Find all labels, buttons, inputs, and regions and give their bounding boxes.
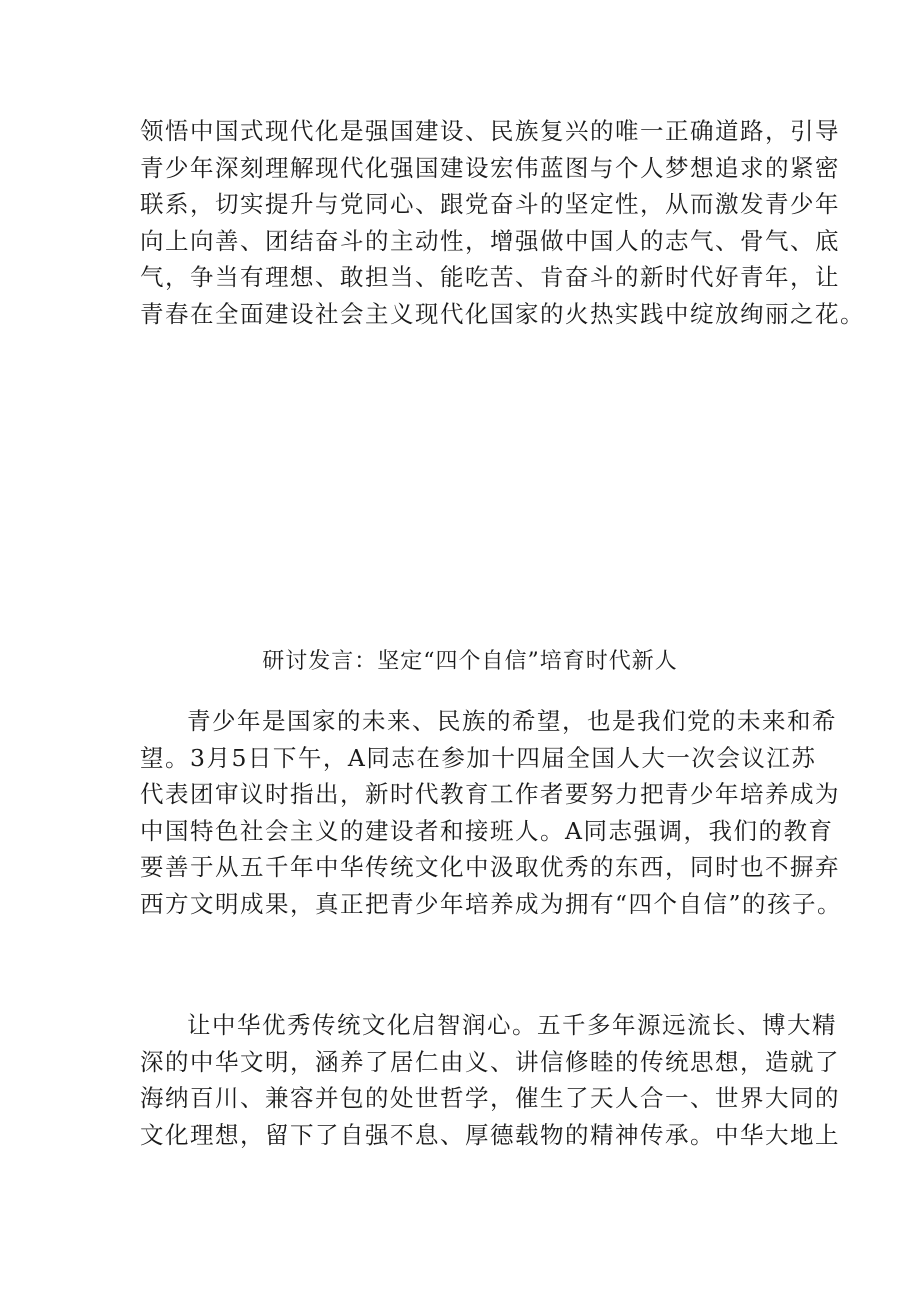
intro-paragraph bbox=[140, 113, 865, 332]
text-line: 青春在全面建设社会主义现代化国家的火热实践中绽放绚丽之花。 bbox=[140, 299, 865, 328]
text-line: 海纳百川、兼容并包的处世哲学，催生了天人合一、世界大同的 bbox=[140, 1084, 840, 1112]
text-line: 深的中华文明，涵养了居仁由义、讲信修睦的传统思想，造就了 bbox=[140, 1047, 840, 1076]
text-line: 文化理想，留下了自强不息、厚德载物的精神传承。中华大地上 bbox=[140, 1120, 840, 1149]
text-line: 代表团审议时指出，新时代教育工作者要努力把青少年培养成为 bbox=[140, 780, 840, 808]
text-line: 气，争当有理想、敢担当、能吃苦、肯奋斗的新时代好青年，让 bbox=[140, 263, 840, 291]
paragraph-2 bbox=[140, 1007, 840, 1153]
text-line: 望。3月5日下午，A同志在参加十四届全国人大一次会议江苏 bbox=[140, 743, 817, 772]
text-line: 西方文明成果，真正把青少年培养成为拥有“四个自信”的孩子。 bbox=[140, 889, 843, 918]
text-line: 要善于从五千年中华传统文化中汲取优秀的东西，同时也不摒弃 bbox=[140, 853, 840, 881]
text-line: 青少年是国家的未来、民族的希望，也是我们党的未来和希 bbox=[187, 707, 837, 735]
text-line: 联系，切实提升与党同心、跟党奋斗的坚定性，从而激发青少年 bbox=[140, 190, 840, 218]
text-line: 领悟中国式现代化是强国建设、民族复兴的唯一正确道路，引导 bbox=[140, 117, 840, 145]
section-title: 研讨发言：坚定“四个自信”培育时代新人 bbox=[262, 649, 678, 674]
text-line: 让中华优秀传统文化启智润心。五千多年源远流长、博大精 bbox=[187, 1011, 837, 1039]
text-line: 中国特色社会主义的建设者和接班人。A同志强调，我们的教育 bbox=[140, 816, 834, 845]
paragraph-1 bbox=[140, 703, 843, 922]
text-line: 青少年深刻理解现代化强国建设宏伟蓝图与个人梦想追求的紧密 bbox=[140, 153, 840, 182]
text-line: 向上向善、团结奋斗的主动性，增强做中国人的志气、骨气、底 bbox=[140, 226, 840, 255]
